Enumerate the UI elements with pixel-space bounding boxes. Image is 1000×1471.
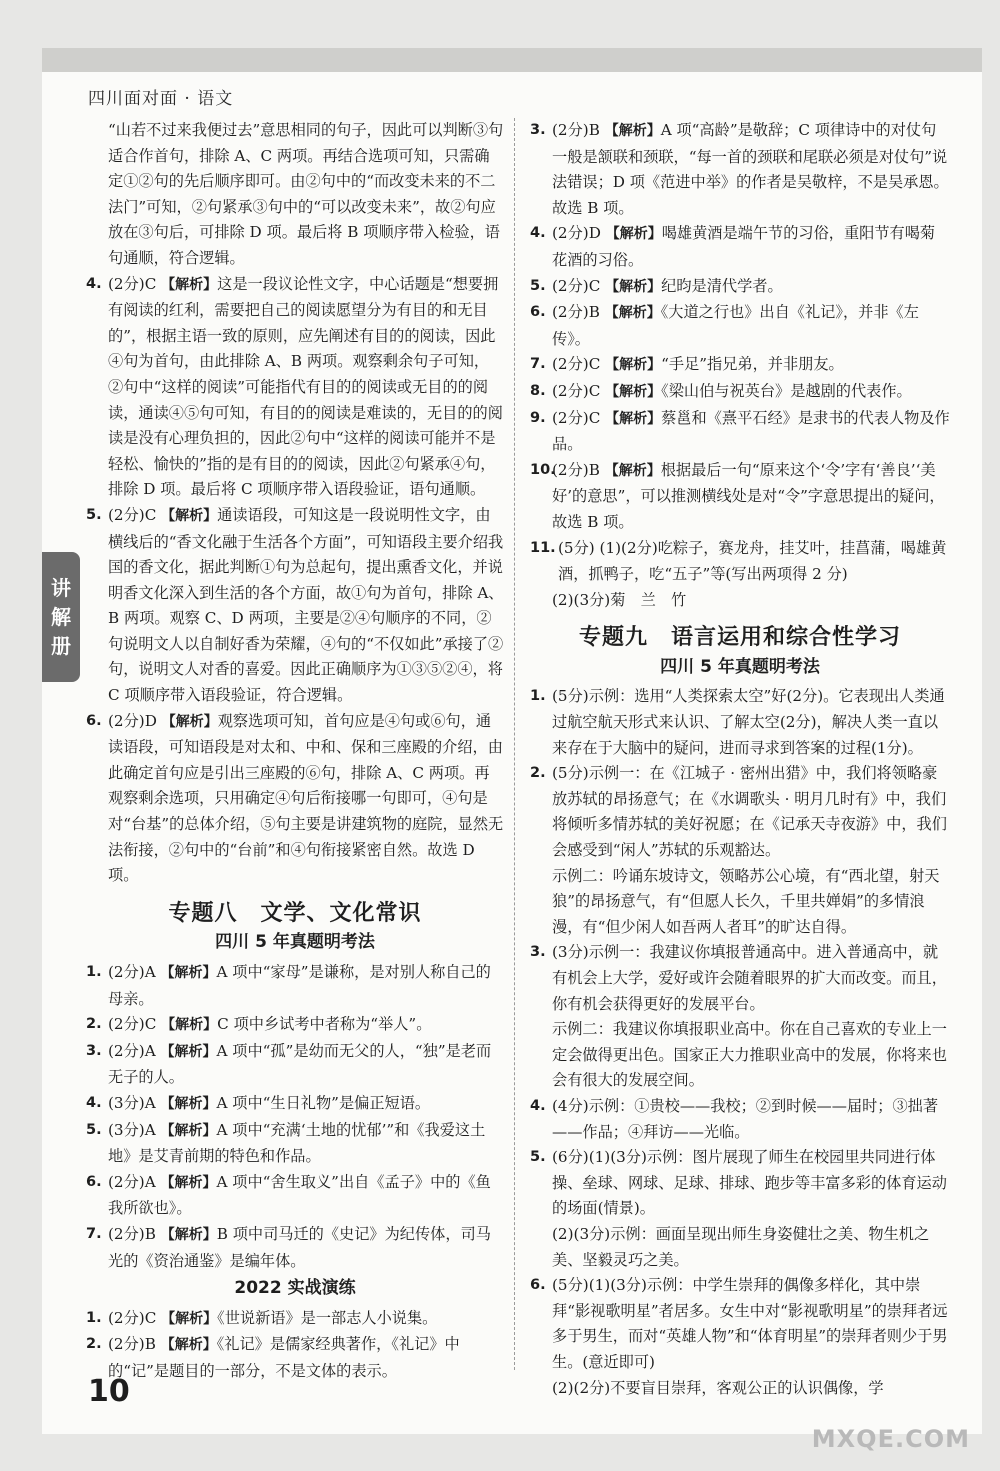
item-score: (2分)B: [108, 1335, 156, 1354]
section-9-subtitle: 四川 5 年真题明考法: [660, 656, 820, 677]
answer-item: [86, 1039, 504, 1091]
item-text: 纪昀是清代学者。: [661, 276, 783, 295]
item-sub-answer: (2)(3分)菊 兰 竹: [552, 590, 687, 609]
item-score: (2分)A: [108, 1041, 156, 1060]
top-margin-band: [42, 48, 982, 72]
answer-item: [86, 1091, 504, 1118]
section-9-title: 专题九 语言运用和综合性学习: [578, 625, 901, 651]
item-number: 1.: [86, 1309, 102, 1326]
item-number: [530, 864, 552, 941]
answer-item: [530, 1145, 950, 1222]
answer-item: [86, 272, 504, 503]
item-score: (2分)C: [108, 1308, 157, 1327]
item-text: (3分)示例一：我建议你填报普通高中。进入普通高中，就有机会上大学，爱好或许会随着眼界的扩大而改变。而且，你有机会获得更好的发展平台。: [552, 943, 947, 1013]
analysis-tag: 【解析】: [604, 305, 661, 322]
item-number: [530, 1017, 552, 1094]
item-score: (3分)A: [108, 1120, 156, 1139]
answer-item: [530, 274, 950, 301]
item-body: [552, 458, 950, 536]
item-score: (3分)A: [108, 1093, 156, 1112]
item-score: (2分)C: [552, 355, 601, 374]
item-number: 6.: [86, 1173, 102, 1190]
item-text: 观察选项可知，首句应是④句或⑥句，通读语段，可知语段是对太和、中和、保和三座殿的介绍，由此确定首句应是引出三座殿的⑥句，排除 A、C 两项。再观察剩余选项，只用确定④句后衔接哪一句即可，④句是对“台基”的总体介绍，⑤句主要是讲建筑物的庭院，显然无法衔接，②句中的“台前”和④句衔接紧密自然。故选 D 项。: [108, 711, 504, 885]
item-number: 2.: [530, 765, 546, 782]
item-body: [108, 1306, 504, 1333]
item-score: (2分)C: [552, 381, 601, 400]
item-text: A 项中“生日礼物”是偏正短语。: [216, 1093, 431, 1112]
item-text: 喝雄黄酒是端午节的习俗，重阳节有喝菊花酒的习俗。: [552, 224, 936, 269]
item-body: [108, 1170, 504, 1222]
analysis-tag: 【解析】: [160, 1226, 217, 1243]
item-number: 6.: [530, 1277, 546, 1294]
column-divider: [514, 118, 515, 1370]
item-number: 6.: [530, 304, 546, 321]
item-number: 5.: [86, 1121, 102, 1138]
answer-item: [530, 761, 950, 863]
analysis-tag: 【解析】: [160, 1122, 217, 1139]
item-text: (2)(3分)示例：画面呈现出师生身姿健壮之美、物生机之美、坚毅灵巧之美。: [552, 1224, 930, 1269]
analysis-tag: 【解析】: [160, 1337, 217, 1354]
item-text: (1)(2分)吃粽子，赛龙舟，挂艾叶，挂菖蒲，喝雄黄酒，抓鸭子，吃“五子”等(写出两项得 2 分): [558, 538, 947, 584]
item-body: [552, 379, 950, 406]
analysis-tag: 【解析】: [605, 357, 662, 374]
item-text: 示例二：吟诵东坡诗文，领略苏公心境，有“西北望，射天狼”的昂扬意气，有“但愿人长久，千里共婵娟”的多情浪漫，有“但少闲人如吾两人者耳”的旷达自得。: [552, 866, 940, 936]
section-8-subtitle: 四川 5 年真题明考法: [215, 932, 375, 953]
answer-item: [530, 684, 950, 761]
item-text: B 项中司马迁的《史记》为纪传体，司马光的《资治通鉴》是编年体。: [108, 1224, 491, 1270]
item-score: (2分)D: [108, 711, 157, 730]
item-number: 4.: [530, 1097, 546, 1114]
answer-item: [86, 503, 504, 709]
item-number: 4.: [86, 1094, 102, 1111]
analysis-tag: 【解析】: [161, 713, 218, 730]
analysis-tag: 【解析】: [161, 507, 218, 524]
answer-item: [86, 709, 504, 889]
answer-item: [530, 221, 950, 273]
item-body: [552, 352, 950, 379]
item-text: 蔡邕和《熹平石经》是隶书的代表人物及作品。: [552, 408, 950, 454]
answer-item: [530, 406, 950, 458]
item-number: 4.: [86, 275, 102, 292]
answer-item: [530, 536, 950, 588]
item-text: “手足”指兄弟，并非朋友。: [661, 355, 844, 374]
answer-item: [530, 1222, 950, 1273]
item-number: 6.: [86, 712, 102, 729]
item-body: [552, 118, 950, 221]
running-header: 四川面对面 · 语文: [88, 89, 234, 109]
side-tab-char: 讲: [51, 575, 71, 600]
answer-item: [530, 458, 950, 536]
item-score: (2分)A: [108, 963, 156, 981]
answer-item: [530, 379, 950, 406]
item-text: 《礼记》是儒家经典著作，《礼记》中的“记”是题目的一部分，不是文体的表示。: [108, 1335, 460, 1380]
item-text: A 项中“舍生取义”出自《孟子》中的《鱼我所欲也》。: [108, 1172, 491, 1218]
item-text: A 项中“家母”是谦称，是对别人称自己的母亲。: [108, 963, 491, 1008]
item-text: (5分)(1)(3分)示例：中学生崇拜的偶像多样化，其中崇拜“影视歌明星”者居多。女生中对“影视歌明星”的崇拜者远多于男生，而对“英雄人物”和“体育明星”的崇拜者则少于男生。(意近即可): [552, 1276, 948, 1371]
item-text: 通读语段，可知这是一段说明性文字，由横线后的“香文化融于生活各个方面”，可知语段主要介绍我国的香文化，据此判断①句为总起句，提出熏香文化，并说明香文化深入到生活的各个方面，故①句为首句，排除 A、B 两项。观察 C、D 两项，主要是②④句顺序的不同，②句说明文人以自制好香为荣耀，④句的“不仅如此”承接了②句，说明文人对香的喜爱。因此正确顺序为①③⑤②④，将 C 项顺序带入语段验证，符合逻辑。: [108, 505, 504, 705]
item-score: (2分)D: [552, 224, 601, 243]
analysis-tag: 【解析】: [605, 410, 662, 427]
item-number: 1.: [530, 688, 546, 705]
item-text: (5分)示例：选用“人类探索太空”好(2分)。它表现出人类通过航空航天形式来认识、了解太空(2分)，解决人类一直以来存在于大脑中的疑问，进而寻求到答案的过程(1分)。: [552, 687, 945, 757]
item-text: 这是一段议论性文字，中心话题是“想要拥有阅读的红利，需要把自己的阅读愿望分为有目的和无目的”，根据主语一致的原则，应先阐述有目的的阅读，因此④句为首句，由此排除 A、B 两项。观察剩余句子可知，②句中“这样的阅读”可能指代有目的的阅读或无目的的阅读，通读④⑤句可知，有目的的阅读是难读的，无目的的阅读是没有心理负担的，因此②句中“这样的阅读可能并不是轻松、愉快的”指的是有目的的阅读，因此②句紧承④句，排除 D 项。最后将 C 项顺序带入语段验证，语句通顺。: [108, 274, 503, 499]
item-text: A 项“高龄”是敬辞；C 项律诗中的对仗句一般是颔联和颈联，“每一首的颈联和尾联必须是对仗句”说法错误；D 项《范进中举》的作者是吴敬梓，不是吴承恩。故选 B 项。: [552, 121, 949, 217]
item-body: [108, 272, 504, 503]
item-number: 5.: [86, 506, 102, 523]
item-score: (5分): [558, 538, 595, 557]
item-number: 7.: [86, 1225, 102, 1242]
item-body: [108, 960, 504, 1012]
analysis-tag: 【解析】: [161, 1017, 218, 1034]
item-body: [108, 1012, 504, 1039]
item-number: [530, 1376, 552, 1402]
side-tab-char: 解: [51, 604, 71, 629]
analysis-tag: 【解析】: [605, 383, 662, 400]
item-score: (2分)C: [552, 276, 601, 295]
answer-item: [530, 1017, 950, 1094]
analysis-tag: 【解析】: [161, 276, 218, 293]
item-body: [108, 1091, 504, 1118]
item-number: 7.: [530, 356, 546, 373]
side-tab-char: 册: [51, 633, 71, 658]
item-body: [552, 300, 950, 352]
answer-item: [530, 1376, 950, 1402]
item-body: [558, 536, 950, 588]
item-score: (2分)B: [552, 121, 600, 139]
item-number: 3.: [86, 1042, 102, 1059]
item-text: C 项中乡试考中者称为“举人”。: [217, 1015, 432, 1034]
analysis-tag: 【解析】: [160, 1174, 217, 1191]
item-score: (2分)B: [552, 303, 600, 322]
item-body: [108, 1222, 504, 1274]
analysis-tag: 【解析】: [605, 226, 662, 243]
item-body: [108, 709, 504, 889]
practice-title: 2022 实战演练: [234, 1278, 356, 1299]
answer-item: [86, 960, 504, 1012]
section-8-title: 专题八 文学、文化常识: [168, 900, 422, 926]
item-number: 5.: [530, 277, 546, 294]
item-number: 5.: [530, 1149, 546, 1166]
item-body: [552, 221, 950, 273]
item-text: 《世说新语》是一部志人小说集。: [217, 1308, 438, 1327]
item-body: [108, 503, 504, 709]
item-body: [108, 1332, 504, 1384]
analysis-tag: 【解析】: [604, 123, 661, 139]
item-number: 9.: [530, 409, 546, 426]
item-text: 《大道之行也》出自《礼记》，并非《左传》。: [552, 303, 919, 348]
item-text: (4分)示例：①贵校——我校；②到时候——届时；③拙著——作品；④拜访——光临。: [552, 1096, 939, 1141]
item-score: (2分)C: [108, 505, 157, 524]
item-number: 1.: [86, 964, 102, 980]
item-body: [552, 274, 950, 301]
item-text: 根据最后一句“原来这个‘令’字有‘善良’‘美好’的意思”，可以推测横线处是对“令”字意思提出的疑问，故选 B 项。: [552, 460, 945, 531]
item-number: 3.: [530, 122, 546, 138]
analysis-tag: 【解析】: [604, 462, 661, 479]
answer-item: [86, 1332, 504, 1384]
side-tab: [42, 552, 80, 682]
answer-item: [530, 352, 950, 379]
answer-item: [530, 864, 950, 941]
analysis-tag: 【解析】: [160, 1043, 217, 1060]
item-score: (2分)C: [552, 408, 601, 427]
answer-item: [530, 118, 950, 221]
answer-item: [86, 1222, 504, 1274]
item-number: 4.: [530, 225, 546, 242]
watermark-text: MXQE.COM: [811, 1425, 970, 1453]
item-number: 2.: [86, 1336, 102, 1353]
item-text: A 项中“充满‘土地的忧郁’”和《我爱这土地》是艾青前期的特色和作品。: [108, 1120, 486, 1166]
item-text: (5分)示例一：在《江城子 · 密州出猎》中，我们将领略豪放苏轼的昂扬意气；在《水调歌头 · 明月几时有》中，我们将倾听多情苏轼的美好祝愿；在《记承天寺夜游》中，我们会感受到“闲人”苏轼的乐观豁达。: [552, 764, 947, 860]
answer-item: [530, 1273, 950, 1375]
answer-item: [530, 1094, 950, 1145]
answer-item: [530, 300, 950, 352]
item-number: 11.: [530, 539, 556, 556]
answer-item: [86, 1012, 504, 1039]
answer-item: [86, 1118, 504, 1170]
item-number: 10.: [530, 461, 556, 478]
item-text: 《梁山伯与祝英台》是越剧的代表作。: [661, 381, 912, 400]
item-number: 3.: [530, 944, 546, 961]
analysis-tag: 【解析】: [160, 965, 217, 981]
continued-paragraph: “山若不过来我便过去”意思相同的句子，因此可以判断③句适合作首句，排除 A、C 两项。再结合选项可知，只需确定①②句的先后顺序即可。由②句中的“而改变未来的不二法门”可知，②句紧承③句中的“可以改变未来”，故②句应放在③句后，可排除 D 项。最后将 B 项顺序带入检验，语句通顺，符合逻辑。: [108, 121, 504, 267]
page-number: 10: [88, 1374, 130, 1409]
item-score: (2分)A: [108, 1172, 156, 1191]
item-number: 2.: [86, 1016, 102, 1033]
item-score: (2分)C: [108, 274, 157, 293]
item-number: [530, 1222, 552, 1273]
item-number: 8.: [530, 382, 546, 399]
item-body: [108, 1039, 504, 1091]
item-score: (2分)B: [552, 460, 600, 479]
analysis-tag: 【解析】: [161, 1310, 218, 1327]
item-body: [108, 1118, 504, 1170]
right-column: [530, 118, 950, 1401]
item-text: A 项中“孤”是幼而无父的人，“独”是老而无子的人。: [108, 1041, 492, 1087]
answer-item: [530, 940, 950, 1017]
answer-item: [86, 1306, 504, 1333]
analysis-tag: 【解析】: [160, 1095, 217, 1112]
item-text: (2)(2分)不要盲目崇拜，客观公正的认识偶像，学: [552, 1378, 884, 1397]
item-body: [552, 406, 950, 458]
left-column: [86, 118, 504, 1385]
item-score: (2分)C: [108, 1015, 157, 1034]
item-text: 示例二：我建议你填报职业高中。你在自己喜欢的专业上一定会做得更出色。国家正大力推职业高中的发展，你将来也会有很大的发展空间。: [552, 1020, 947, 1090]
item-score: (2分)B: [108, 1224, 156, 1243]
answer-item: [86, 1170, 504, 1222]
analysis-tag: 【解析】: [605, 278, 662, 295]
item-text: (6分)(1)(3分)示例：图片展现了师生在校园里共同进行体操、垒球、网球、足球、排球、跑步等丰富多彩的体育运动的场面(情景)。: [552, 1148, 947, 1218]
